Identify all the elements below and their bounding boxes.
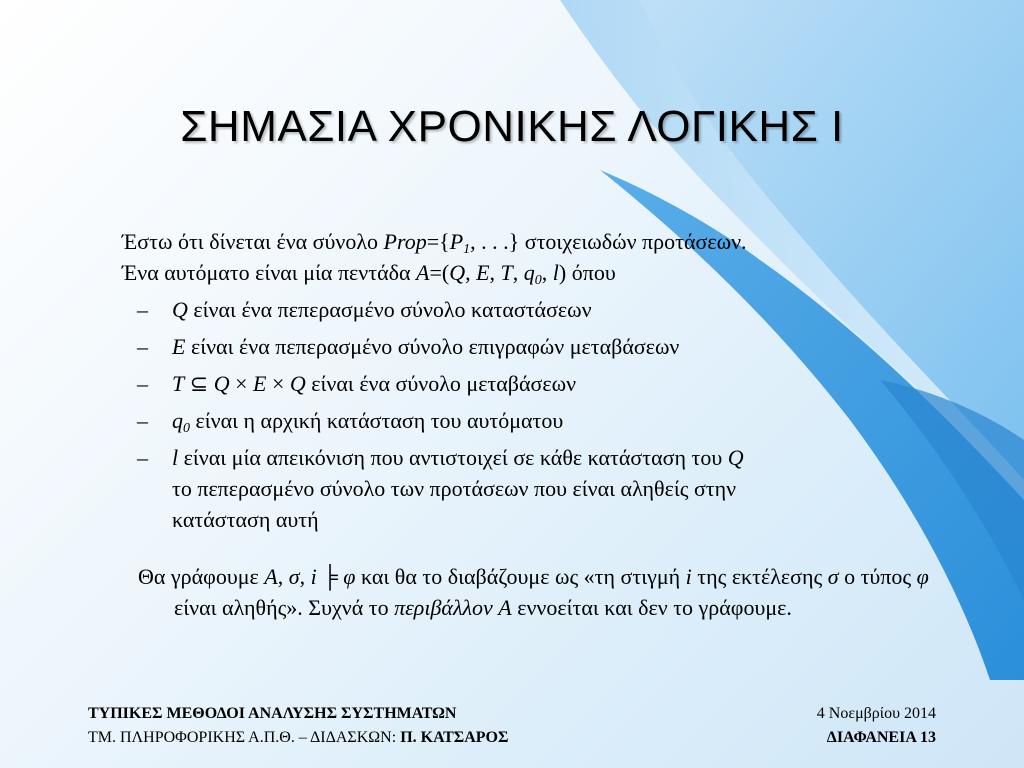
closing-paragraph: Θα γράφουμε A, σ, i ╞ φ και θα το διαβάζουμε ως «τη στιγμή i της εκτέλεσης σ ο τύπος φ είναι αληθής». Συχνά το περιβάλλον A εννοείται και δεν το γράφουμε.	[138, 564, 929, 620]
footer-right	[817, 702, 936, 750]
footer-date: 4 Νοεμβρίου 2014	[816, 705, 936, 722]
footer-left	[88, 702, 508, 750]
slide-number: ΔΙΑΦΑΝΕΙΑ 13	[826, 729, 936, 746]
intro-line-1: Έστω ότι δίνεται ένα σύνολο $Prop=\{P_1$, . . .} στοιχειωδών προτάσεων.	[122, 229, 747, 257]
bullet-labels: – E είναι ένα πεπερασμένο σύνολο επιγραφών μεταβάσεων	[137, 334, 680, 359]
footer-course: ΤΥΠΙΚΕΣ ΜΕΘΟΔΟΙ ΑΝΑΛΥΣΗΣ ΣΥΣΤΗΜΑΤΩΝ	[88, 705, 457, 722]
bullet-initial-state: – $q_0$ είναι η αρχική κατάσταση του αυτόματου	[137, 408, 564, 436]
footer-department: ΤΜ. ΠΛΗΡΟΦΟΡΙΚΗΣ Α.Π.Θ. – ΔΙΔΑΣΚΩΝ: Π. ΚΑΤΣΑΡΟΣ	[88, 729, 509, 746]
slide-body	[122, 226, 952, 623]
bullet-states: – Q είναι ένα πεπερασμένο σύνολο καταστάσεων	[137, 297, 592, 322]
intro-line-2: Ένα αυτόματο είναι μία πεντάδα A=(Q, E, T, $q_0$, l) όπου	[122, 260, 616, 288]
slide-title: ΣΗΜΑΣΙΑ ΧΡΟΝΙΚΗΣ ΛΟΓΙΚΗΣ Ι	[180, 102, 844, 151]
bullet-labeling: – l είναι μία απεικόνιση που αντιστοιχεί σε κάθε κατάσταση του Q το πεπερασμένο σύνολο των προτάσεων που είναι αληθείς στην κατάσταση αυτή	[137, 445, 744, 532]
bullet-transitions: – T ⊆ Q × E × Q είναι ένα σύνολο μεταβάσεων	[137, 371, 577, 396]
